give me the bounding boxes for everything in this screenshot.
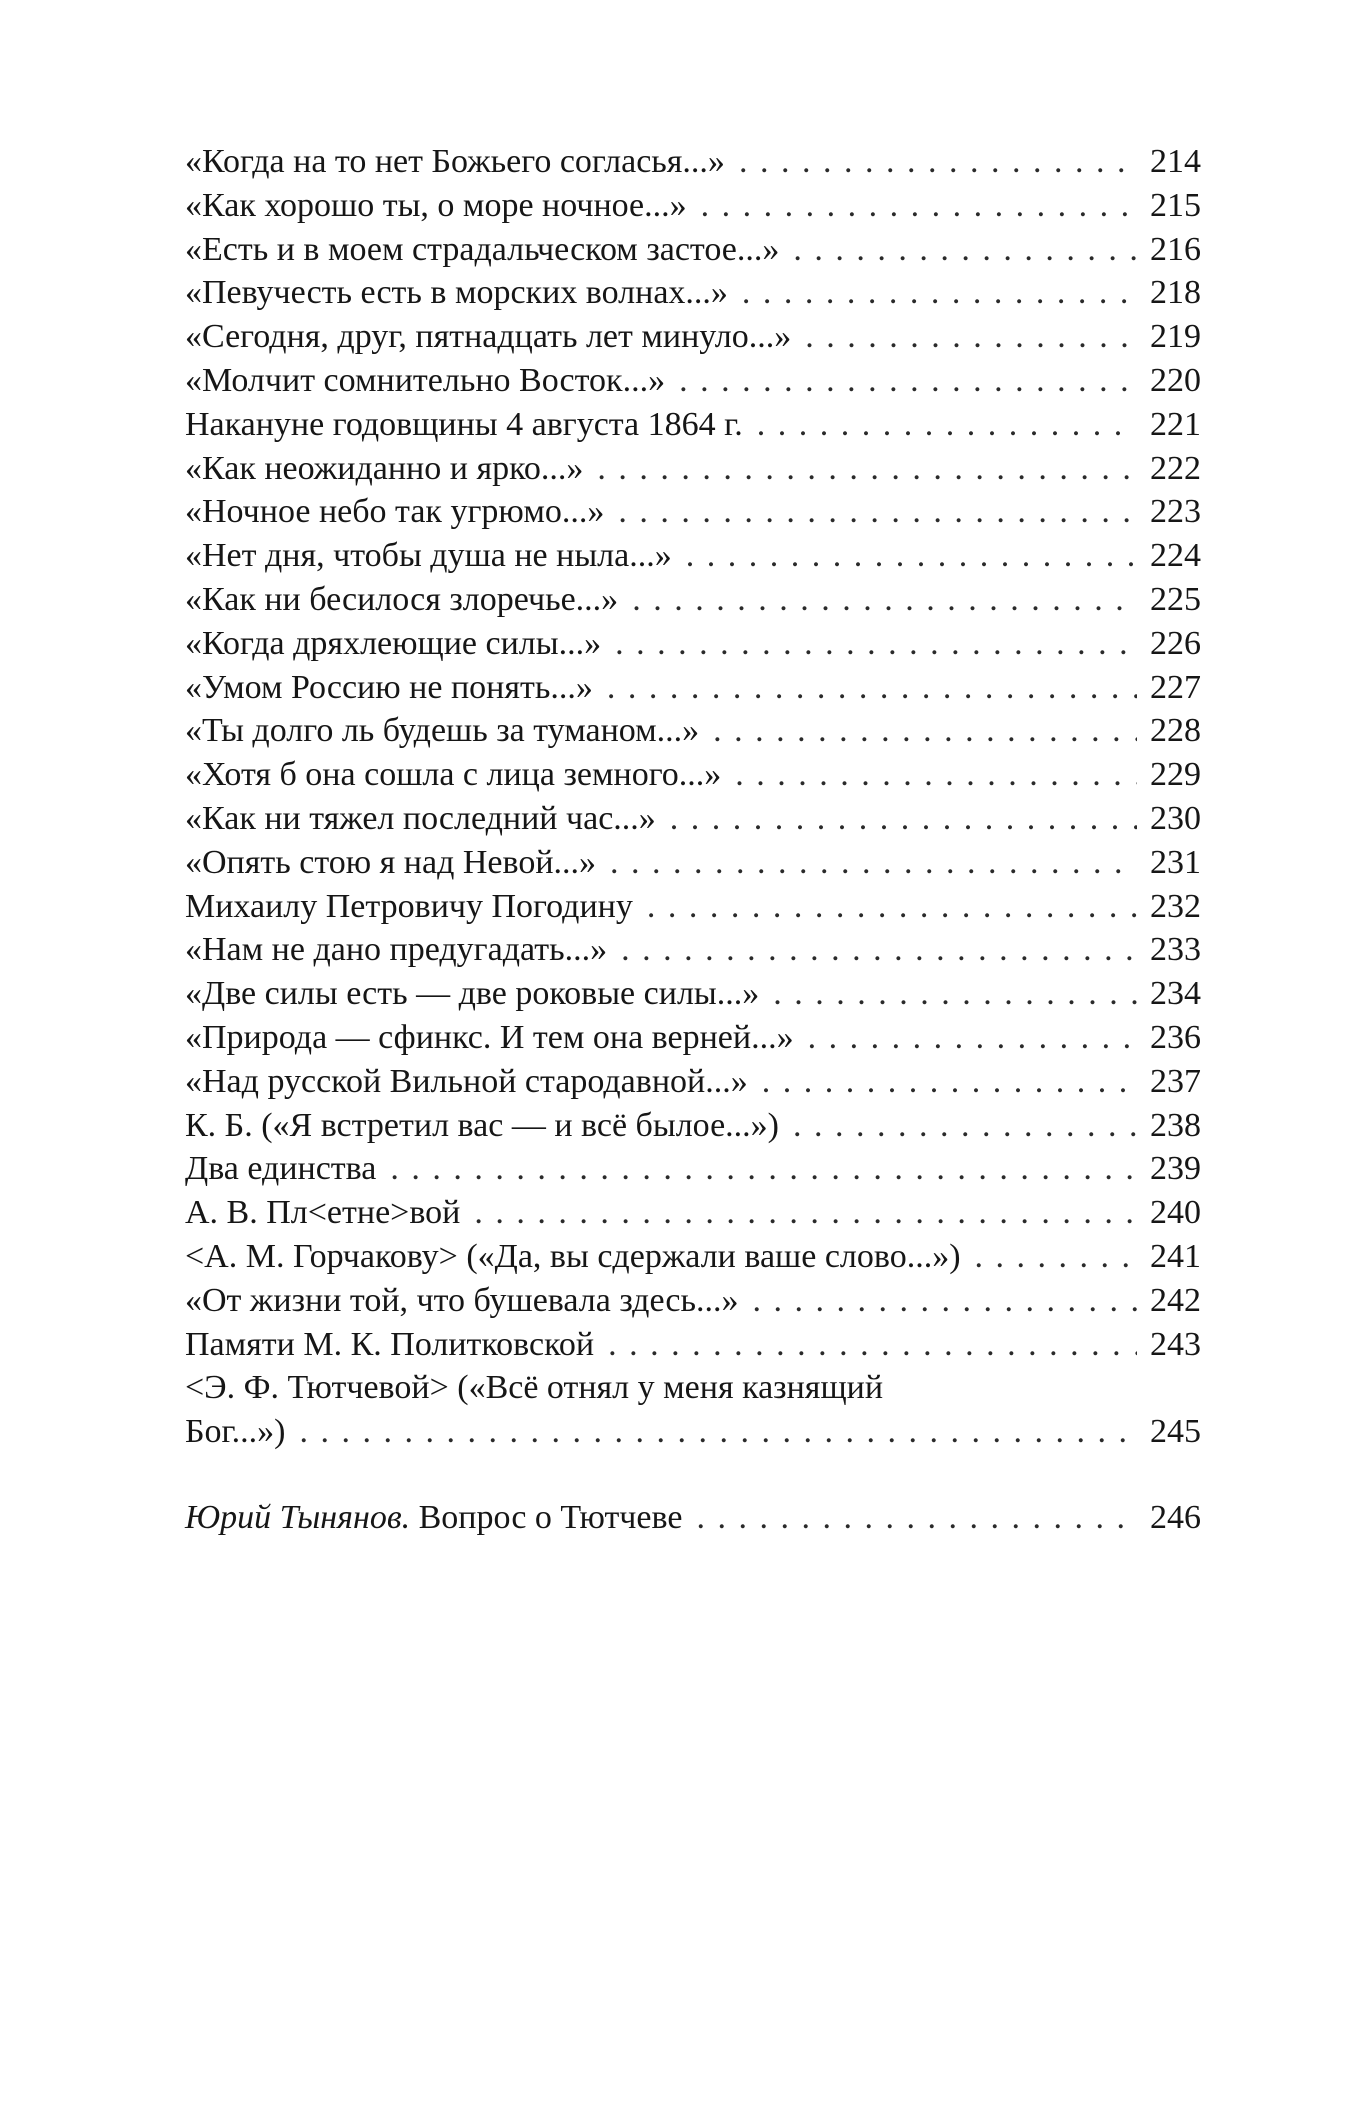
toc-entry-page: 232 bbox=[1150, 887, 1201, 925]
essay-title: Вопрос о Тютчеве bbox=[410, 1498, 683, 1536]
toc-entry bbox=[185, 1060, 1201, 1104]
dot-leader bbox=[670, 797, 1137, 841]
toc-entry bbox=[185, 797, 1201, 841]
dot-leader bbox=[808, 1016, 1137, 1060]
toc-entry-multiline bbox=[185, 1366, 1201, 1454]
toc-entry-page: 227 bbox=[1150, 668, 1201, 706]
toc-entry-page: 243 bbox=[1150, 1325, 1201, 1363]
toc-entry-title: «Как ни тяжел последний час...» bbox=[185, 799, 656, 837]
toc-entry-page: 237 bbox=[1150, 1062, 1201, 1100]
toc-entry bbox=[185, 1147, 1201, 1191]
toc-entry-page: 220 bbox=[1150, 361, 1201, 399]
toc-entry bbox=[185, 447, 1201, 491]
toc-entry-title: «Как хорошо ты, о море ночное...» bbox=[185, 186, 687, 224]
toc-entry bbox=[185, 1104, 1201, 1148]
dot-leader bbox=[679, 359, 1137, 403]
toc-entry-page: 234 bbox=[1150, 975, 1201, 1013]
toc-entry-page: 229 bbox=[1150, 756, 1201, 794]
toc-entry bbox=[185, 140, 1201, 184]
dot-leader bbox=[390, 1147, 1137, 1191]
toc-entry bbox=[185, 184, 1201, 228]
dot-leader bbox=[742, 271, 1137, 315]
toc-entry bbox=[185, 1323, 1201, 1367]
toc-entry-page: 219 bbox=[1150, 318, 1201, 356]
dot-leader bbox=[696, 1496, 1137, 1540]
dot-leader bbox=[621, 928, 1137, 972]
dot-leader bbox=[610, 841, 1137, 885]
toc-entry-title: «Над русской Вильной стародавной...» bbox=[185, 1062, 748, 1100]
dot-leader bbox=[608, 1323, 1137, 1367]
dot-leader bbox=[975, 1235, 1137, 1279]
dot-leader bbox=[805, 315, 1137, 359]
toc-entry-page: 222 bbox=[1150, 449, 1201, 487]
toc-entry bbox=[185, 534, 1201, 578]
toc-entry-title: «Когда на то нет Божьего согласья...» bbox=[185, 143, 725, 180]
toc-entry-page: 231 bbox=[1150, 843, 1201, 881]
toc-entry bbox=[185, 315, 1201, 359]
toc-entry-page: 236 bbox=[1150, 1018, 1201, 1056]
toc-entry bbox=[185, 622, 1201, 666]
toc-entry bbox=[185, 753, 1201, 797]
dot-leader bbox=[735, 753, 1137, 797]
toc-entry-line2 bbox=[185, 1410, 1201, 1454]
toc-entry-title: Памяти М. К. Политковской bbox=[185, 1325, 595, 1363]
toc-entry-page: 246 bbox=[1150, 1498, 1201, 1536]
dot-leader bbox=[615, 622, 1137, 666]
toc-entry bbox=[185, 490, 1201, 534]
toc-entry bbox=[185, 1016, 1201, 1060]
toc-entry bbox=[185, 972, 1201, 1016]
toc-entry bbox=[185, 228, 1201, 272]
toc-entry-title: «Есть и в моем страдальческом застое...» bbox=[185, 230, 780, 268]
toc-entry-title: «Природа — сфинкс. И тем она верней...» bbox=[185, 1018, 794, 1056]
toc-entry-title: «Сегодня, друг, пятнадцать лет минуло...» bbox=[185, 318, 792, 356]
dot-leader bbox=[686, 534, 1137, 578]
dot-leader bbox=[701, 184, 1137, 228]
toc-entry-page: 241 bbox=[1150, 1237, 1201, 1275]
toc-entry-title: «Нам не дано предугадать...» bbox=[185, 931, 608, 969]
toc-entry-page: 218 bbox=[1150, 274, 1201, 312]
toc-entry-page: 216 bbox=[1150, 230, 1201, 268]
section-gap bbox=[185, 1454, 1201, 1496]
toc-entry-title: «Когда дряхлеющие силы...» bbox=[185, 624, 602, 662]
toc-entry-page: 225 bbox=[1150, 580, 1201, 618]
toc-entry-page: 221 bbox=[1150, 405, 1201, 443]
toc-entry-page: 214 bbox=[1150, 143, 1201, 180]
dot-leader bbox=[713, 709, 1137, 753]
toc-entry-page: 238 bbox=[1150, 1106, 1201, 1144]
essay-author: Юрий Тынянов. bbox=[185, 1498, 411, 1536]
dot-leader bbox=[793, 228, 1137, 272]
toc-entry-title: К. Б. («Я встретил вас — и всё былое...») bbox=[185, 1106, 779, 1144]
toc-entry-essay-title bbox=[185, 1496, 682, 1540]
toc-entry bbox=[185, 709, 1201, 753]
toc-entries bbox=[185, 140, 1201, 1366]
toc-entry-title: «Нет дня, чтобы душа не ныла...» bbox=[185, 537, 672, 575]
dot-leader bbox=[607, 666, 1137, 710]
toc-entry-title: «Опять стою я над Невой...» bbox=[185, 843, 597, 881]
toc-entry-title: «От жизни той, что бушевала здесь...» bbox=[185, 1281, 739, 1319]
toc-entry-title: «Ты долго ль будешь за туманом...» bbox=[185, 712, 700, 750]
toc-entry-title: «Как ни бесилося злоречье...» bbox=[185, 580, 619, 618]
toc-entry bbox=[185, 271, 1201, 315]
toc-entry-title: «Хотя б она сошла с лица земного...» bbox=[185, 756, 722, 794]
toc-entry-title: «Две силы есть — две роковые силы...» bbox=[185, 975, 760, 1013]
dot-leader bbox=[597, 447, 1137, 491]
toc-entry bbox=[185, 841, 1201, 885]
toc-entry bbox=[185, 359, 1201, 403]
dot-leader bbox=[739, 140, 1137, 184]
toc-entry-page: 215 bbox=[1150, 186, 1201, 224]
toc-entry-title: Накануне годовщины 4 августа 1864 г. bbox=[185, 405, 743, 443]
toc-entry bbox=[185, 403, 1201, 447]
dot-leader bbox=[757, 403, 1137, 447]
toc-entry-page: 239 bbox=[1150, 1150, 1201, 1188]
table-of-contents bbox=[185, 140, 1201, 1540]
toc-entry bbox=[185, 1191, 1201, 1235]
toc-entry-title: «Ночное небо так угрюмо...» bbox=[185, 493, 605, 531]
toc-entry-title: «Певучесть есть в морских волнах...» bbox=[185, 274, 728, 312]
toc-entry-title: <А. М. Горчакову> («Да, вы сдержали ваше слово...») bbox=[185, 1237, 961, 1275]
toc-entry bbox=[185, 578, 1201, 622]
toc-entry-page: 223 bbox=[1150, 493, 1201, 531]
dot-leader bbox=[762, 1060, 1137, 1104]
toc-entry-page: 228 bbox=[1150, 712, 1201, 750]
dot-leader bbox=[793, 1104, 1137, 1148]
dot-leader bbox=[618, 490, 1137, 534]
toc-entry-title-line2: Бог...») bbox=[185, 1413, 286, 1451]
toc-entry-page: 240 bbox=[1150, 1194, 1201, 1232]
toc-entry-page: 245 bbox=[1150, 1413, 1201, 1451]
toc-entry-title-line1: <Э. Ф. Тютчевой> («Всё отнял у меня казнящий bbox=[185, 1369, 884, 1407]
toc-entry-title: «Умом Россию не понять...» bbox=[185, 668, 593, 706]
dot-leader bbox=[474, 1191, 1137, 1235]
toc-entry-title: «Молчит сомнительно Восток...» bbox=[185, 361, 666, 399]
toc-entry bbox=[185, 885, 1201, 929]
toc-entry-page: 226 bbox=[1150, 624, 1201, 662]
toc-entry bbox=[185, 1279, 1201, 1323]
dot-leader bbox=[299, 1410, 1137, 1454]
dot-leader bbox=[773, 972, 1137, 1016]
toc-entry-title: Два единства bbox=[185, 1150, 377, 1188]
toc-entry bbox=[185, 666, 1201, 710]
toc-entry-page: 230 bbox=[1150, 799, 1201, 837]
toc-entry-essay bbox=[185, 1496, 1201, 1540]
toc-entry-page: 242 bbox=[1150, 1281, 1201, 1319]
dot-leader bbox=[753, 1279, 1137, 1323]
toc-entry-title: Михаилу Петровичу Погодину bbox=[185, 887, 633, 925]
dot-leader bbox=[647, 885, 1137, 929]
toc-entry bbox=[185, 928, 1201, 972]
toc-entry-title: «Как неожиданно и ярко...» bbox=[185, 449, 584, 487]
toc-entry-title: А. В. Пл<етне>вой bbox=[185, 1194, 461, 1232]
toc-entry bbox=[185, 1235, 1201, 1279]
dot-leader bbox=[632, 578, 1137, 622]
toc-entry-page: 233 bbox=[1150, 931, 1201, 969]
toc-entry-page: 224 bbox=[1150, 537, 1201, 575]
